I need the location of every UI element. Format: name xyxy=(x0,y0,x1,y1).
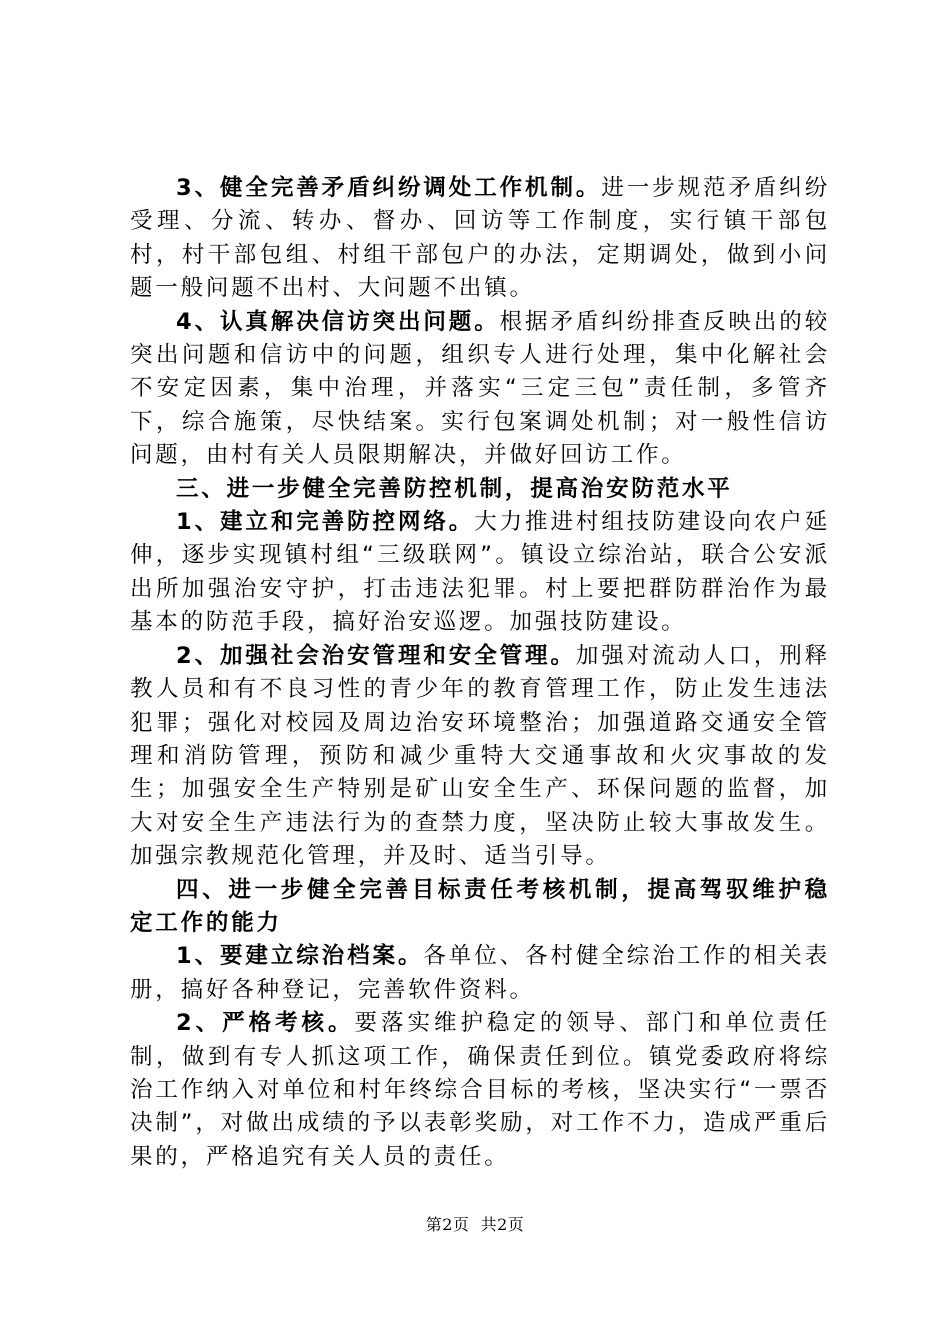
paragraph-1-archives xyxy=(130,940,830,1007)
section-heading-four xyxy=(130,874,830,941)
section-heading-three xyxy=(130,473,830,506)
paragraph-heading: 1、要建立综治档案。 xyxy=(176,943,424,970)
paragraph-text: 要落实维护稳定的领导、部门和单位责任制，做到有专人抓这项工作，确保责任到位。镇党委政府将综治工作纳入对单位和村年终综合目标的考核，坚决实行“一票否决制”，对做出成绩的予以表彰奖励，对工作不力，造成严重后果的，严格追究有关人员的责任。 xyxy=(130,1010,830,1170)
paragraph-3-dispute-mechanism xyxy=(130,172,830,306)
page-number: 第2页 xyxy=(425,1215,470,1234)
paragraph-text: 进一步规范矛盾纠纷受理、分流、转办、督办、回访等工作制度，实行镇干部包村，村干部包组、村组干部包户的办法，定期调处，做到小问题一般问题不出村、大问题不出镇。 xyxy=(130,175,830,302)
paragraph-text: 加强对流动人口，刑释教人员和有不良习性的青少年的教育管理工作，防止发生违法犯罪；强化对校园及周边治安环境整治；加强道路交通安全管理和消防管理，预防和减少重特大交通事故和火灾事故的发生；加强安全生产特别是矿山安全生产、环保问题的监督，加大对安全生产违法行为的查禁力度，坚决防止较大事故发生。加强宗教规范化管理，并及时、适当引导。 xyxy=(130,642,830,870)
paragraph-2-assessment xyxy=(130,1007,830,1174)
paragraph-heading: 3、健全完善矛盾纠纷调处工作机制。 xyxy=(176,175,602,201)
section-title: 三、进一步健全完善防控机制，提高治安防范水平 xyxy=(176,475,733,502)
paragraph-heading: 1、建立和完善防控网络。 xyxy=(176,509,475,536)
page-total: 共2页 xyxy=(480,1215,525,1234)
paragraph-4-petition-issues xyxy=(130,306,830,473)
paragraph-text: 根据矛盾纠纷排查反映出的较突出问题和信访中的问题，组织专人进行处理，集中化解社会不安定因素，集中治理，并落实“三定三包”责任制，多管齐下，综合施策，尽快结案。实行包案调处机制；对一般性信访问题，由村有关人员限期解决，并做好回访工作。 xyxy=(130,308,830,469)
paragraph-1-prevention-network xyxy=(130,506,830,640)
paragraph-heading: 2、严格考核。 xyxy=(176,1010,355,1037)
paragraph-text: 大力推进村组技防建设向农户延伸，逐步实现镇村组“三级联网”。镇设立综治站，联合公安派出所加强治安守护，打击违法犯罪。村上要把群防群治作为最基本的防范手段，搞好治安巡逻。加强技防建设。 xyxy=(130,509,830,636)
footer-spacer xyxy=(469,1215,480,1234)
paragraph-2-security-management xyxy=(130,640,830,874)
document-body xyxy=(130,172,830,1174)
paragraph-text: 各单位、各村健全综治工作的相关表册，搞好各种登记，完善软件资料。 xyxy=(130,943,830,1003)
paragraph-heading: 2、加强社会治安管理和安全管理。 xyxy=(176,642,576,669)
paragraph-heading: 4、认真解决信访突出问题。 xyxy=(176,308,500,335)
section-title: 四、进一步健全完善目标责任考核机制，提高驾驭维护稳定工作的能力 xyxy=(130,876,830,936)
page-footer xyxy=(0,1215,950,1235)
